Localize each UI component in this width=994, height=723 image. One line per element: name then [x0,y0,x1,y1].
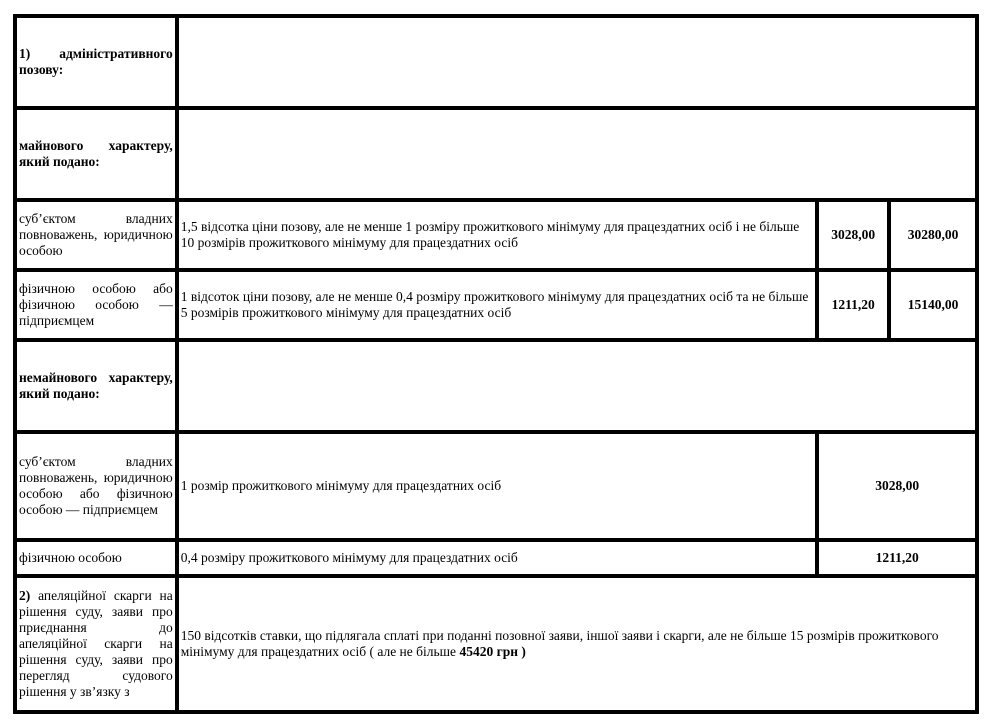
appeal-rate-text: 150 відсотків ставки, що підлягала сплаті при поданні позовної заяви, іншої заяви і скарги, але не більше 15 розмірів прожиткового мінімуму для працездатних осіб ( але не більше [180,628,939,659]
empty-cell [177,340,977,432]
payer-label: фізичною особою [15,540,177,576]
rate-description: 1,5 відсотка ціни позову, але не менше 1 розміру прожиткового мінімуму для працездатних осіб і не більше 10 розмірів прожиткового мінімуму для працездатних осіб [177,200,818,270]
appeal-label [15,576,177,712]
category-label: майнового характеру, який подано: [15,108,177,200]
table-row [15,16,977,108]
table-row [15,200,977,270]
max-amount: 30280,00 [889,200,977,270]
min-amount: 1211,20 [817,270,889,340]
appeal-label-text: апеляційної скарги на рішення суду, заяви про приєднання до апеляційної скарги на рішення суду, заяви про перегляд судового рішення у зв’язку з [19,588,173,699]
min-amount: 3028,00 [817,200,889,270]
rate-description [177,576,977,712]
table-row [15,432,977,540]
court-fee-table [13,14,979,714]
category-label: немайнового характеру, який подано: [15,340,177,432]
table-row [15,340,977,432]
appeal-cap-amount: 45420 грн ) [459,644,526,659]
table-row [15,576,977,712]
fixed-amount: 1211,20 [817,540,977,576]
rate-description: 1 розмір прожиткового мінімуму для працездатних осіб [177,432,818,540]
max-amount: 15140,00 [889,270,977,340]
category-label: 1) адміністративного позову: [15,16,177,108]
table-row [15,540,977,576]
rate-description: 0,4 розміру прожиткового мінімуму для працездатних осіб [177,540,818,576]
empty-cell [177,16,977,108]
payer-label: суб’єктом владних повноважень, юридичною особою [15,200,177,270]
empty-cell [177,108,977,200]
table-row [15,270,977,340]
fixed-amount: 3028,00 [817,432,977,540]
payer-label: суб’єктом владних повноважень, юридичною особою або фізичною особою — підприємцем [15,432,177,540]
rate-description: 1 відсоток ціни позову, але не менше 0,4 розміру прожиткового мінімуму для працездатних осіб та не більше 5 розмірів прожиткового мінімуму для працездатних осіб [177,270,818,340]
table-row [15,108,977,200]
appeal-number: 2) [19,588,31,603]
payer-label: фізичною особою або фізичною особою — підприємцем [15,270,177,340]
